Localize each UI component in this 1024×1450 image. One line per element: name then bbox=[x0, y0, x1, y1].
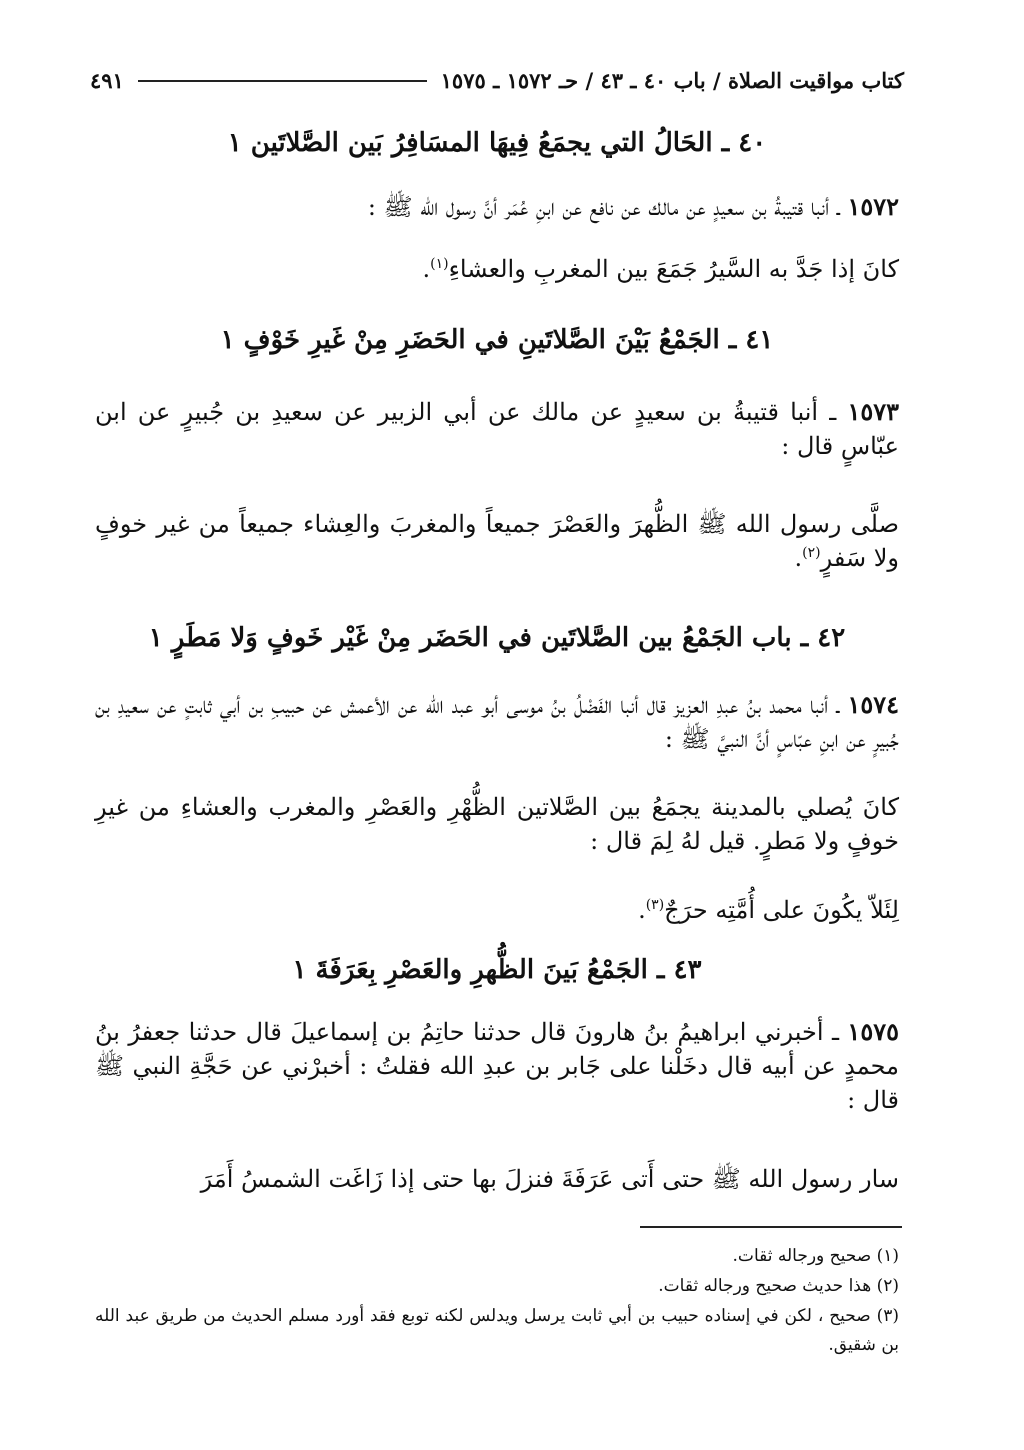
footnote-3: (٣) صحيح ، لكن في إسناده حبيب بن أبي ثابت يرسل ويدلس لكنه توبع فقد أورد مسلم الحديث من طريق عبد الله بن شقيق. bbox=[95, 1305, 899, 1356]
hadith-isnad: ـ أنبا قتيبةُ بن سعيدٍ عن مالك عن أبي الزبير عن سعيدِ بن جُبيرٍ عن ابن عبّاسٍ قال : bbox=[95, 398, 899, 461]
footnote-ref: (٣) bbox=[645, 897, 665, 913]
footnote-separator bbox=[640, 1226, 902, 1228]
footnote-ref: (١) bbox=[430, 256, 449, 272]
section-heading-43: ٤٣ ـ الجَمْعُ بَينَ الظُّهرِ والعَصْرِ بِعَرَفَةَ ١ bbox=[292, 955, 702, 985]
hadith-matn: صلَّى رسول الله ﷺ الظُّهرَ والعَصْرَ جميعاً والمغربَ والعِشاء جميعاً من غير خوفٍ ولا سَفرٍ bbox=[95, 510, 899, 573]
hadith-number: ١٥٧٥ bbox=[847, 1017, 899, 1046]
hadith-1575-text: سار رسول الله ﷺ حتى أَتى عَرَفَةَ فنزلَ بها حتى إذا زَاغَت الشمسُ أَمَرَ bbox=[200, 1165, 899, 1193]
hadith-1574-chain bbox=[95, 688, 899, 756]
running-header bbox=[90, 68, 904, 93]
section-heading-42: ٤٢ ـ باب الجَمْعُ بين الصَّلاتَين في الحَضَر مِنْ غَيْر خَوفٍ وَلا مَطَرٍ ١ bbox=[148, 623, 846, 653]
page-number: ٤٩١ bbox=[90, 68, 124, 93]
hadith-matn: كانَ إذا جَدَّ به السَّيرُ جَمَعَ بين المغربِ والعشاءِ bbox=[448, 255, 899, 283]
footnote-1: (١) صحيح ورجاله ثقات. bbox=[732, 1246, 899, 1266]
section-heading-41: ٤١ ـ الجَمْعُ بَيْنَ الصَّلاتَينِ في الحَضَرِ مِنْ غَيرِ خَوْفٍ ١ bbox=[220, 325, 774, 355]
footnote-2: (٢) هذا حديث صحيح ورجاله ثقات. bbox=[658, 1275, 899, 1296]
hadith-1575-chain bbox=[95, 1015, 899, 1117]
hadith-matn: لِئَلاّ يكُونَ على أُمَّتِه حرَجٌ bbox=[664, 896, 899, 924]
hadith-number: ١٥٧٢ bbox=[847, 192, 899, 221]
footnotes bbox=[95, 1242, 899, 1361]
hadith-isnad: ـ أنبا محمد بنُ عبدِ العزيز قال أنبا الفَضْلُ بنُ موسى أبو عبد الله عن الأعمش عن حبيبِ بن أبي ثابتٍ عن سعيدِ بن جُبيرٍ عن ابنِ عبّاسٍ أنَّ النبيَّ ﷺ : bbox=[95, 691, 899, 754]
chapter-title: كتاب مواقيت الصلاة / باب ٤٠ ـ ٤٣ / حـ ١٥٧٢ ـ ١٥٧٥ bbox=[440, 68, 904, 93]
header-rule bbox=[138, 80, 427, 82]
hadith-number: ١٥٧٣ bbox=[847, 397, 899, 426]
hadith-isnad: ـ أنبا قتيبةُ بن سعيدٍ عن مالك عن نافع عن ابنِ عُمَر أنَّ رسول الله ﷺ : bbox=[367, 193, 840, 221]
hadith-1572-chain bbox=[95, 190, 899, 224]
hadith-number: ١٥٧٤ bbox=[847, 690, 899, 719]
footnote-ref: (٢) bbox=[802, 545, 821, 562]
hadith-1573-chain bbox=[95, 395, 899, 463]
hadith-1574-answer: لِئَلاّ يكُونَ على أُمَّتِه حرَجٌ$^{(٣)}$. bbox=[638, 896, 899, 924]
hadith-isnad: ـ أخبرني ابراهيمُ بنُ هارونَ قال حدثنا حاتِمُ بن إسماعيلَ قال حدثنا جعفرُ بنُ محمدٍ عن أبيه قال دخَلْنا على جَابر بن عبدِ الله فقلتُ : أخبرْني عن حَجَّةِ النبي ﷺ قال : bbox=[95, 1018, 899, 1115]
section-heading-40: ٤٠ ـ الحَالُ التي يجمَعُ فِيهَا المسَافِرُ بَين الصَّلاتَين ١ bbox=[227, 128, 767, 158]
hadith-1573-text: صلَّى رسول الله ﷺ الظُّهرَ والعَصْرَ جميعاً والمغربَ والعِشاء جميعاً من غير خوفٍ ولا سَفرٍ$^{(٢)}$. bbox=[95, 510, 899, 573]
hadith-1574-text: كانَ يُصلي بالمدينة يجمَعُ بين الصَّلاتين الظُّهْرِ والعَصْرِ والمغرب والعشاءِ من غيرِ خوفٍ ولا مَطرٍ. قيل لهُ لِمَ قال : bbox=[95, 793, 899, 856]
hadith-1572-text: كانَ إذا جَدَّ به السَّيرُ جَمَعَ بين المغربِ والعشاءِ$^{(١)}$. bbox=[422, 255, 899, 283]
